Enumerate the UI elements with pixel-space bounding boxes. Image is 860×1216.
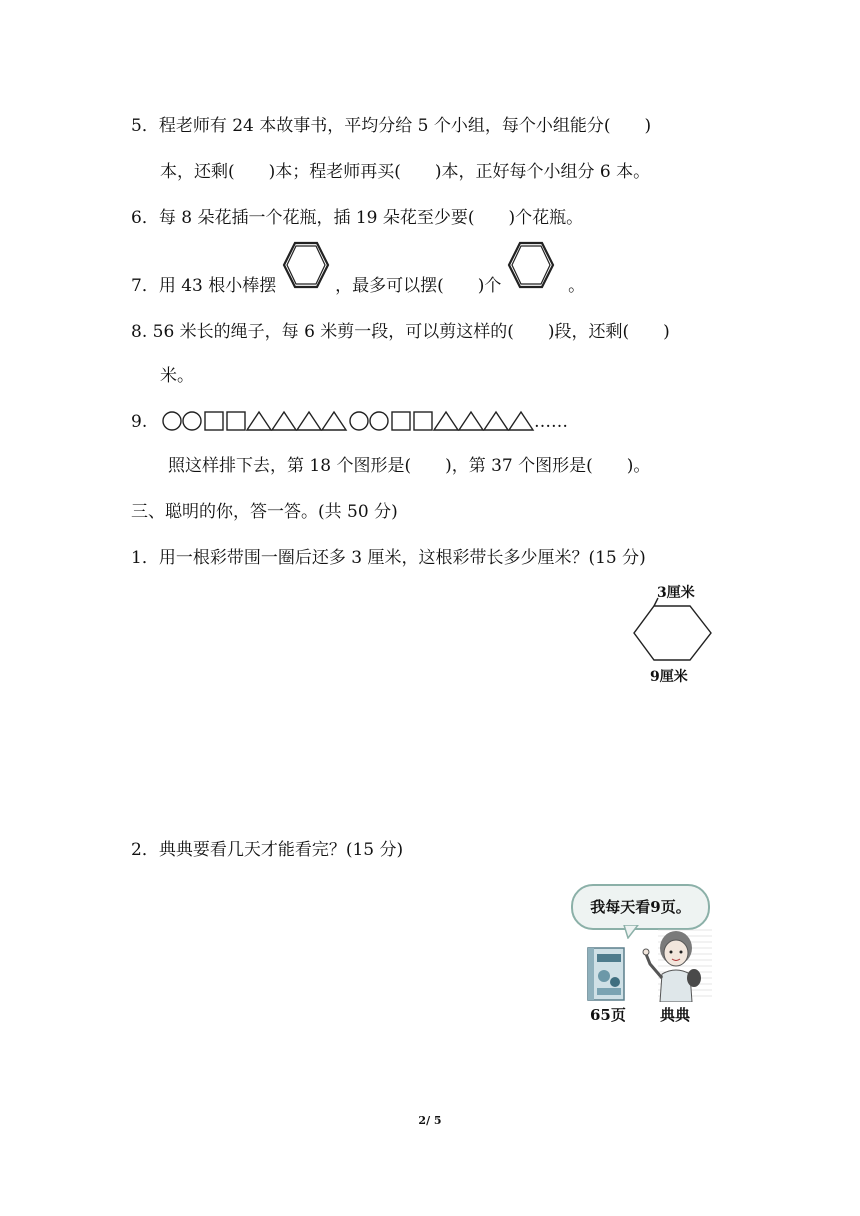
character-name-label: 典典 [660, 1006, 691, 1024]
circle-shape [350, 412, 368, 430]
diandian-character-icon [636, 926, 712, 1006]
q9-ellipsis: …… [534, 412, 568, 432]
q8-line2: 米。 [160, 366, 194, 386]
book-pages-label: 65页 [590, 1006, 626, 1024]
q7-text-2: ，最多可以摆( )个 [335, 276, 502, 296]
stick-hexagon-icon [507, 240, 555, 297]
problem-1: 1．用一根彩带围一圈后还多 3 厘米，这根彩带长多少厘米？(15 分) [131, 548, 646, 568]
q5-line2: 本，还剩( )本；程老师再买( )本，正好每个小组分 6 本。 [160, 162, 651, 182]
hexagon-side-label: 9厘米 [650, 669, 688, 685]
stick-hexagon-icon [282, 240, 330, 297]
problem-2: 2．典典要看几天才能看完？(15 分) [131, 840, 404, 860]
q6-line: 6．每 8 朵花插一个花瓶，插 19 朵花至少要( )个花瓶。 [131, 208, 584, 228]
ribbon-extra-label: 3厘米 [657, 585, 695, 601]
book-icon [586, 946, 628, 1008]
square-shape [414, 412, 432, 430]
triangle-shape [272, 412, 296, 430]
square-shape [205, 412, 223, 430]
q8-line1: 8. 56 米长的绳子，每 6 米剪一段，可以剪这样的( )段，还剩( ) [131, 322, 670, 342]
circle-shape [370, 412, 388, 430]
q7-line [131, 274, 585, 298]
speech-bubble-text: 我每天看9页。 [590, 898, 691, 916]
page-number: 2/ 5 [418, 1114, 442, 1127]
circle-shape [163, 412, 181, 430]
triangle-shape [247, 412, 271, 430]
triangle-shape [297, 412, 321, 430]
section-title: 三、聪明的你，答一答。(共 50 分) [131, 502, 398, 522]
q7-text-1: 7．用 43 根小棒摆 [131, 276, 277, 296]
q9-number: 9. [131, 412, 148, 432]
triangle-shape [509, 412, 533, 430]
triangle-shape [322, 412, 346, 430]
q9-line2: 照这样排下去，第 18 个图形是( )，第 37 个图形是( )。 [168, 456, 651, 476]
q5-line1: 5．程老师有 24 本故事书，平均分给 5 个小组，每个小组能分( ) [131, 116, 652, 136]
circle-shape [183, 412, 201, 430]
square-shape [392, 412, 410, 430]
square-shape [227, 412, 245, 430]
triangle-shape [434, 412, 458, 430]
q7-text-3: 。 [568, 276, 586, 296]
triangle-shape [459, 412, 483, 430]
triangle-shape [484, 412, 508, 430]
